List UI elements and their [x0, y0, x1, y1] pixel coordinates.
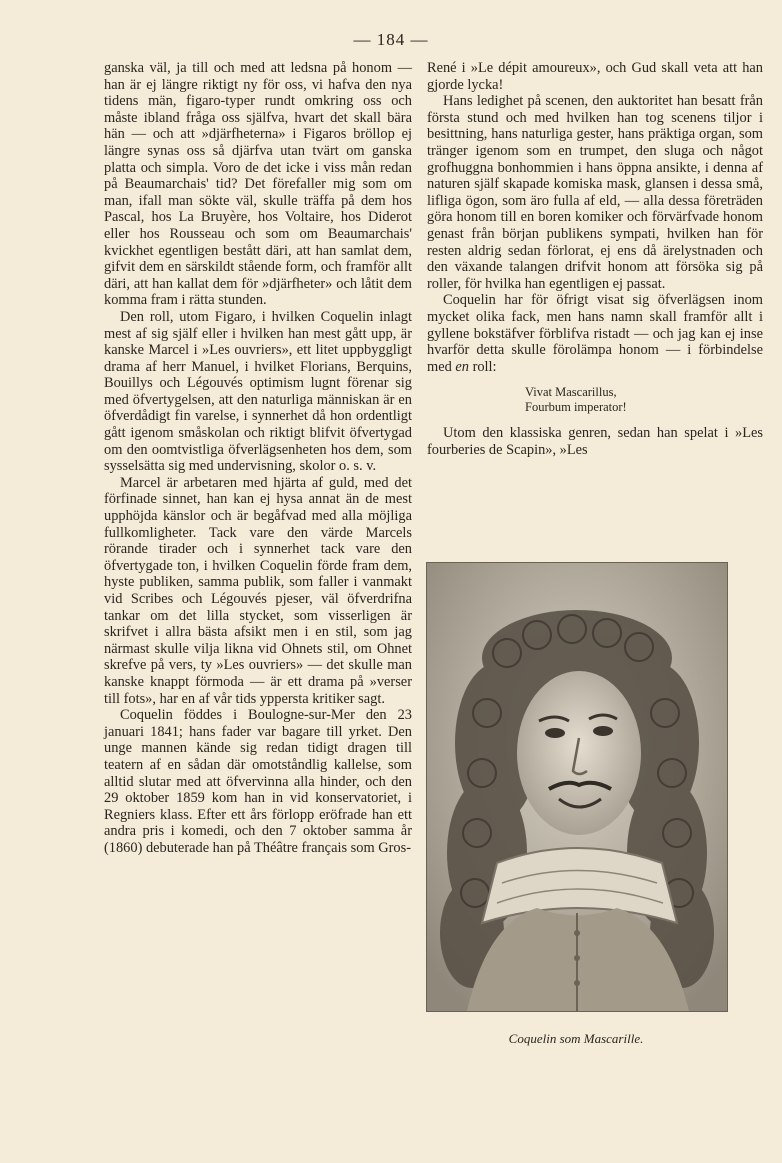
paragraph: ganska väl, ja till och med att ledsna på honom — han är ej längre riktigt ny för oss, vi hafva den nya tidens män, figaro-typer rundt omkring oss och måste ibland fråga oss själfva, hvart det skall bära hän — och att »djärfheterna» i Figaros bröllop ej längre synas oss så djärfva utan tvärt om ganska platta och simpla. Voro de det icke i viss mån redan på Beaumarchais' tid? Det förefaller mig som om man, ifall man sökte väl, skulle träffa på dem hos Pascal, hos La Bruyère, hos Voltaire, hos Diderot eller hos Rousseau och som om Beaumarchais' kvickhet egentligen bestått däri, att han samlat dem, gifvit dem en särskildt stående form, och framför allt däri, att han kallat dem för »djärfheter» och låtit dem komma fram i rätta stunden. — [104, 60, 412, 309]
quote-line: Fourbum imperator! — [525, 400, 627, 415]
emphasis: en — [455, 358, 469, 375]
paragraph-text: Coquelin har för öfrigt visat sig öfverlägsen inom mycket olika fack, men hans namn skall framför allt i gyllene bokstäfver förblifva ristadt — och jag kan ej inse hvarför detta skulle förolämpa honom — i förbindelse med — [427, 292, 763, 375]
quote-line: Vivat Mascarillus, — [525, 385, 617, 400]
figure-caption: Coquelin som Mascarille. — [508, 1031, 644, 1046]
portrait-photo — [426, 562, 728, 1012]
paragraph: Marcel är arbetaren med hjärta af guld, med det förfinade sinnet, han kan ej hysa annat än de mest upphöjda känslor och är begåfvad med alla möjliga fullkomligheter. Tack vare den värde Marcels rörande tirader och i synnerhet tack vare den öfvertygade ton, i hvilken Coquelin förde fram dem, hyste publiken, samma publik, som faller i vanmakt vid Scribes och Légouvés pjeser, väl öfverdrifna tankar om det lilla stycket, som visserligen är skrifvet i allra bästa afsikt men i en stil, som jag närmast skulle vilja likna vid Ohnets stil, om Ohnet skrefve på vers, ty »Les ouvriers» — det skulle man kanske knappt förmoda — är ett drama på »verser till fots», har en af vår tids yppersta kritiker sagt. — [104, 474, 412, 707]
page-number: — 184 — — [353, 30, 429, 49]
paragraph: Coquelin föddes i Boulogne-sur-Mer den 23 januari 1841; hans fader var bagare till yrket. Den unge mannen kände sig redan tidigt dragen till teatern af en sådan där omotståndlig kallelse, som alltid slutar med att öfvervinna alla hinder, och den 29 oktober 1859 kom han in vid konservatoriet, i Regniers klass. Efter ett års förlopp eröfrade han ett andra pris i komedi, och den 7 oktober samma år (1860) debuterade han på Théâtre français som Gros- — [104, 707, 412, 856]
paragraph-text: roll: — [468, 358, 497, 375]
paragraph: René i »Le dépit amoureux», och Gud skall veta att han gjorde lycka! — [427, 60, 763, 93]
paragraph — [427, 292, 763, 375]
right-column — [427, 60, 763, 458]
portrait-illustration — [427, 563, 727, 1011]
left-column — [104, 60, 412, 857]
paragraph: Utom den klassiska genren, sedan han spelat i »Les fourberies de Scapin», »Les — [427, 425, 763, 458]
paragraph: Hans ledighet på scenen, den auktoritet han besatt från första stund och med hvilken han tog scenens tiljor i besittning, hans naturliga gester, hans präktiga organ, som tränger igenom som en trumpet, den sluga och något grofhuggna bonhommien i hans öppna ansikte, i denna af naturen själf skapade komiska mask, glansen i dessa små, lifliga ögon, som äro fulla af eld, — alla dessa företräden göra honom till en boren komiker och förvärfvade honom genast från början publikens sympati, hvilken han för resten aldrig sedan förlorat, ej ens då ärelystnaden och den växande talangen drifvit honom att försöka sig på roller, för hvilka han egentligen ej passat. — [427, 93, 763, 292]
block-quote — [427, 385, 763, 415]
paragraph: Den roll, utom Figaro, i hvilken Coquelin inlagt mest af sig själf eller i hvilken han mest gått upp, är kanske Marcel i »Les ouvriers», ett litet uppbyggligt drama af herr Manuel, i hvilket Florians, Berquins, Bouillys och Légouvés optimism lugnt förenar sig med öfvertygelsen, att den naturliga människan är en öfverdådigt fin varelse, i synnerhet då hon ordentligt gått igenom småskolan och riktigt blifvit öfvertygad om den oomtvistliga öfverlägsenheten hos dem, som sysselsätta sig med undervisning, skolor o. s. v. — [104, 308, 412, 475]
